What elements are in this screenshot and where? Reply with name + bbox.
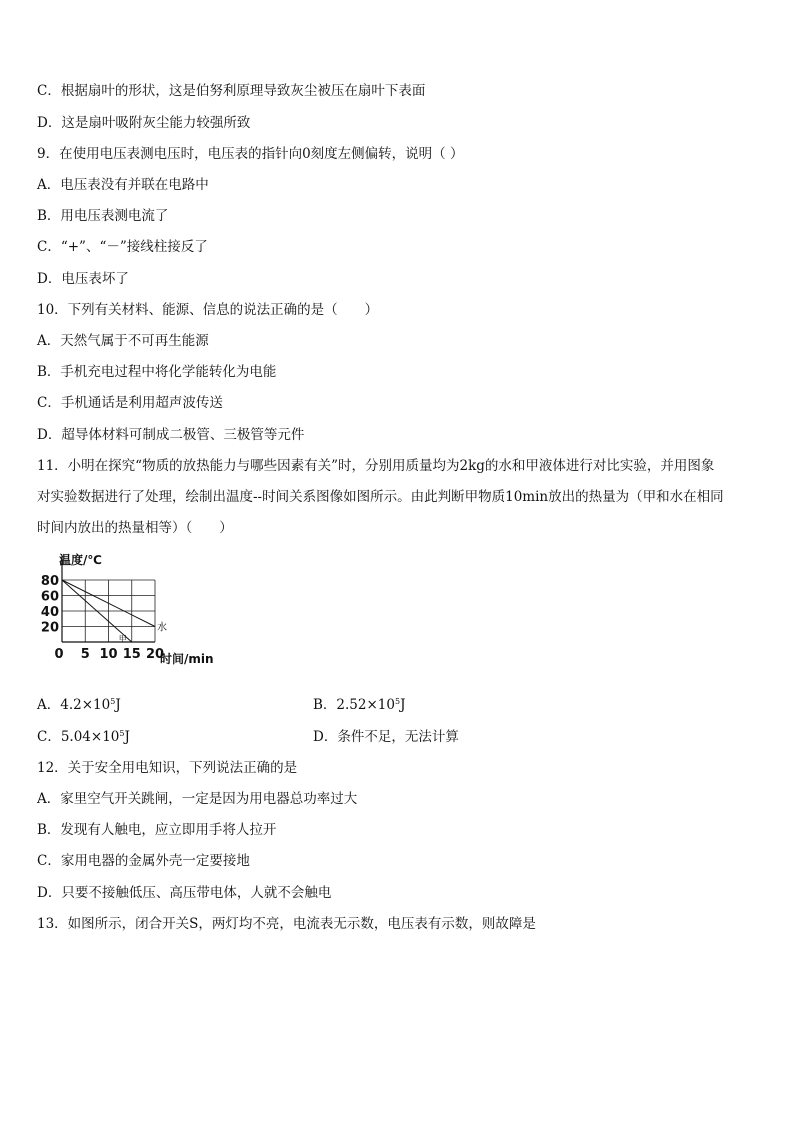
temperature-time-chart [35,550,235,680]
x-axis-label: 时间/min [160,652,214,666]
line-q12: 12．关于安全用电知识，下列说法正确的是 [37,760,298,776]
line-q9: 9．在使用电压表测电压时，电压表的指针向0刻度左侧偏转，说明（ ） [37,146,464,162]
line-q9a: A．电压表没有并联在电路中 [37,177,209,193]
line-q9b: B．用电压表测电流了 [37,208,169,224]
line-q11c: 时间内放出的热量相等）（ ） [37,520,233,536]
q11-option-c: C．$5.04\times 10^5J$ [37,729,130,745]
line-q10c: C．手机通话是利用超声波传送 [37,395,223,411]
line-q9d: D．电压表坏了 [37,271,129,287]
x-tick-label: 0 [54,647,64,662]
line-q9c: C．“+”、“－”接线柱接反了 [37,239,208,255]
line-q12d: D．只要不接触低压、高压带电体，人就不会触电 [37,885,332,901]
chart-labels [41,552,214,666]
y-tick-label: 20 [40,620,59,636]
line-q10d: D．超导体材料可制成二极管、三极管等元件 [37,427,305,443]
y-tick-label: 40 [40,605,59,620]
line-q10a: A．天然气属于不可再生能源 [37,333,209,349]
x-tick-label: 5 [80,647,90,662]
x-tick-label: 20 [145,647,165,662]
q11-option-b: B．$2.52\times 10^5J$ [313,697,406,713]
x-tick-label: 15 [122,647,141,662]
y-tick-label: 80 [40,574,59,589]
q11-option-a: A．$4.2\times 10^5J$ [37,697,121,713]
x-tick-label: 10 [99,647,118,662]
chart-grid [62,556,155,642]
line-q10b: B．手机充电过程中将化学能转化为电能 [37,364,277,380]
series-label-jia: 甲 [118,634,127,644]
q11-option-d: D．条件不足，无法计算 [313,729,459,745]
series-label-water: 水 [157,622,167,634]
line-q8d: D．这是扇叶吸附灰尘能力较强所致 [37,115,251,131]
line-q11a: 11．小明在探究“物质的放热能力与哪些因素有关”时，分别用质量均为2kg的水和甲液体进行对比实验，并用图象 [37,458,715,474]
y-tick-label: 60 [40,589,59,605]
line-q13: 13．如图所示，闭合开关S，两灯均不亮，电流表无示数，电压表有示数，则故障是 [37,916,536,932]
line-q11b: 对实验数据进行了处理，绘制出温度--时间关系图像如图所示。由此判断甲物质10min放出的热量为（甲和水在相同 [37,489,724,505]
line-q8c: C．根据扇叶的形状，这是伯努利原理导致灰尘被压在扇叶下表面 [37,83,426,99]
line-q10: 10．下列有关材料、能源、信息的说法正确的是（ ） [37,302,379,318]
line-q12a: A．家里空气开关跳闸，一定是因为用电器总功率过大 [37,791,358,807]
line-q12c: C．家用电器的金属外壳一定要接地 [37,853,250,869]
y-axis-label: 温度/℃ [59,553,102,567]
line-q12b: B．发现有人触电，应立即用手将人拉开 [37,822,277,838]
